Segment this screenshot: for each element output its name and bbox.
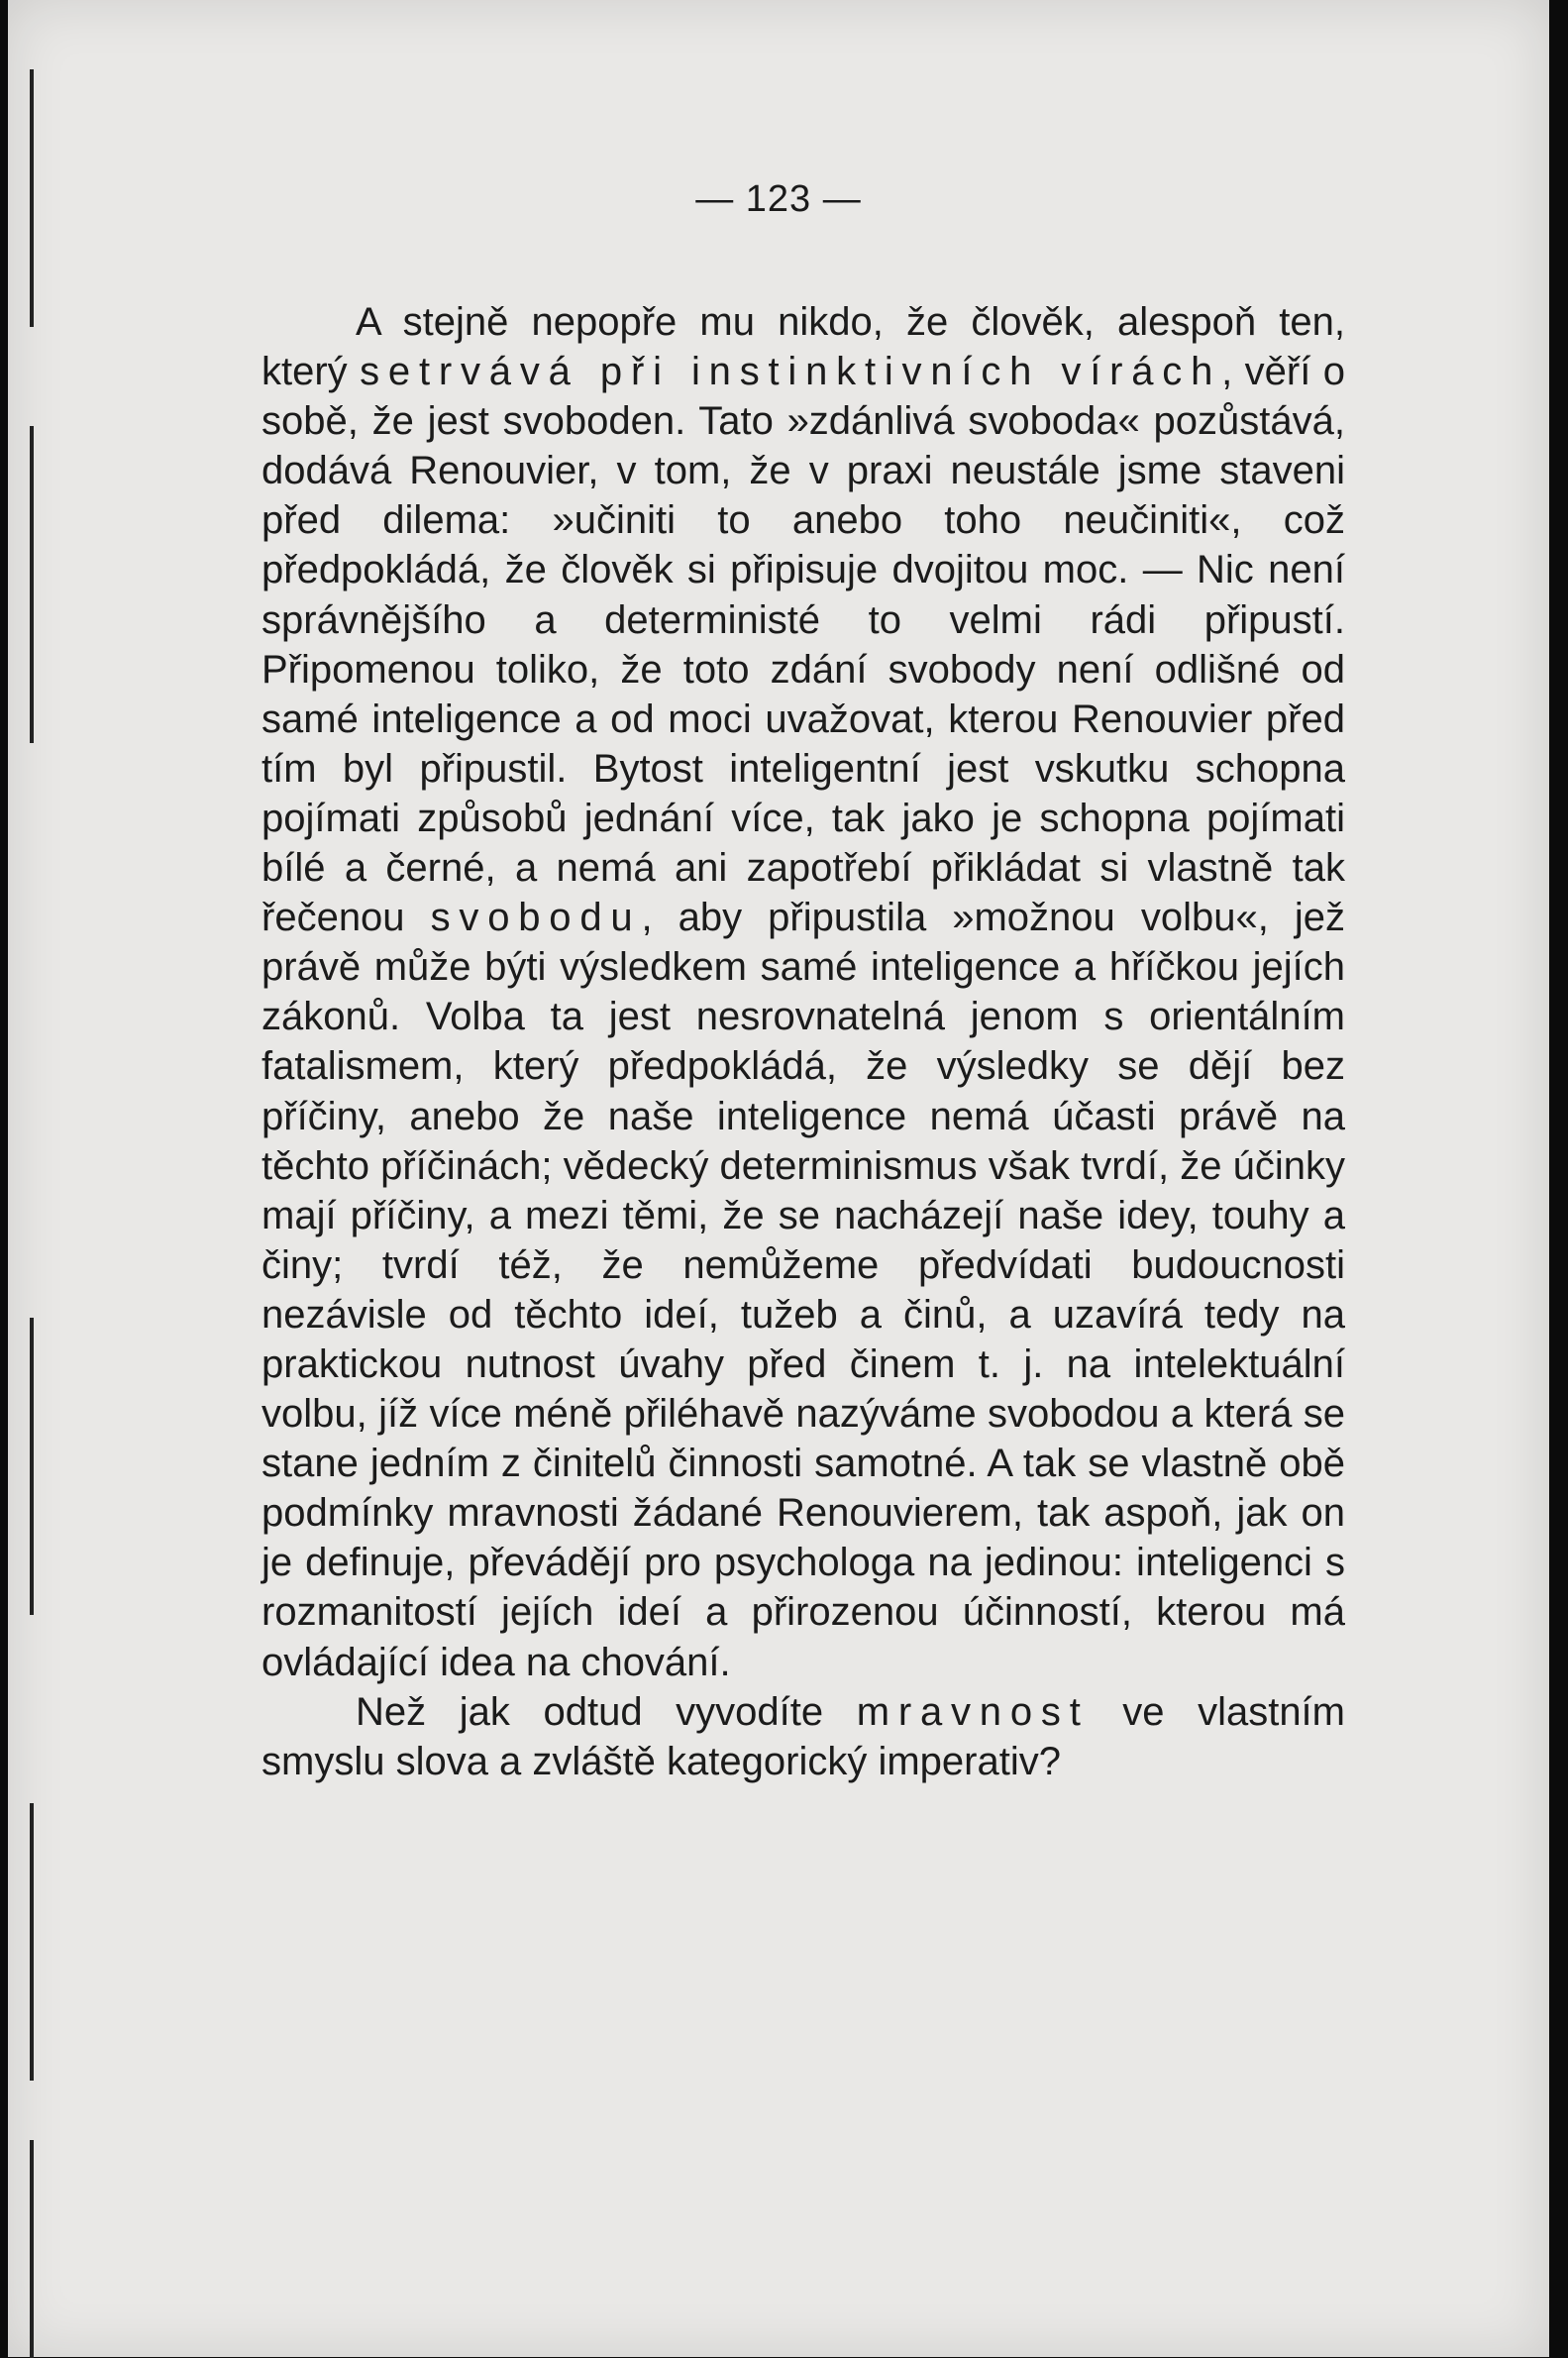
binding-edge-mark [30,1803,34,2081]
binding-edge-mark [30,2140,34,2358]
emphasized-text: svobodu [430,896,642,940]
text-run: Než jak odtud vyvodíte [356,1689,857,1734]
page-number: — 123 — [695,178,862,220]
text-run: ve vlastním smyslu slova a zvláště kategorický imperativ? [261,1689,1345,1783]
binding-edge-mark [30,426,34,743]
paragraph-1 [261,297,1345,1687]
emphasized-text: mravnost [856,1689,1090,1734]
text-run: A stejně nepopře mu nikdo, že člověk, alespoň ten, který [261,300,1345,394]
paragraph-2 [261,1687,1345,1786]
book-page [8,0,1549,2357]
body-text [261,297,1345,1786]
text-run: , aby připustila »možnou volbu«, jež právě může býti výsledkem samé inteligence a hříčkou jejích zákonů. Volba ta jest nesrovnatelná jenom s orientálním fatalismem, který předpokládá, že výsledky se dějí bez příčiny, anebo že naše inteligence nemá účasti právě na těchto příčinách; vědecký determinismus však tvrdí, že účinky mají příčiny, a mezi těmi, že se nacházejí naše idey, touhy a činy; tvrdí též, že nemůžeme předvídati budoucnosti nezávisle od těchto ideí, tužeb a činů, a uzavírá tedy na praktickou nutnost úvahy před činem t. j. na intelektuální volbu, jíž více méně přiléhavě nazýváme svobodou a která se stane jedním z činitelů činnosti samotné. A tak se vlastně obě podmínky mravnosti žádané Renouvierem, tak aspoň, jak on je definuje, převádějí pro psychologa na jedinou: inteligenci s rozmanitostí jejích ideí a přirozenou účinností, kterou má ovládající idea na chování. [261,896,1345,1684]
emphasized-text: setrvává při instinktivních vírách [360,350,1222,394]
text-run: , věří o sobě, že jest svoboden. Tato »zdánlivá svoboda« pozůstává, dodává Renouvier, v tom, že v praxi neustále jsme staveni před dilema: »učiniti to anebo toho neučiniti«, což předpokládá, že člověk si připisuje dvojitou moc. — Nic není správnějšího a deterministé to velmi rádi připustí. Připomenou toliko, že toto zdání svobody není odlišné od samé inteligence a od moci uvažovat, kterou Renouvier před tím byl připustil. Bytost inteligentní jest vskutku schopna pojímati způsobů jednání více, tak jako je schopna pojímati bílé a černé, a nemá ani zapotřebí přikládat si vlastně tak řečenou [261,350,1346,940]
binding-edge-mark [30,1318,34,1615]
